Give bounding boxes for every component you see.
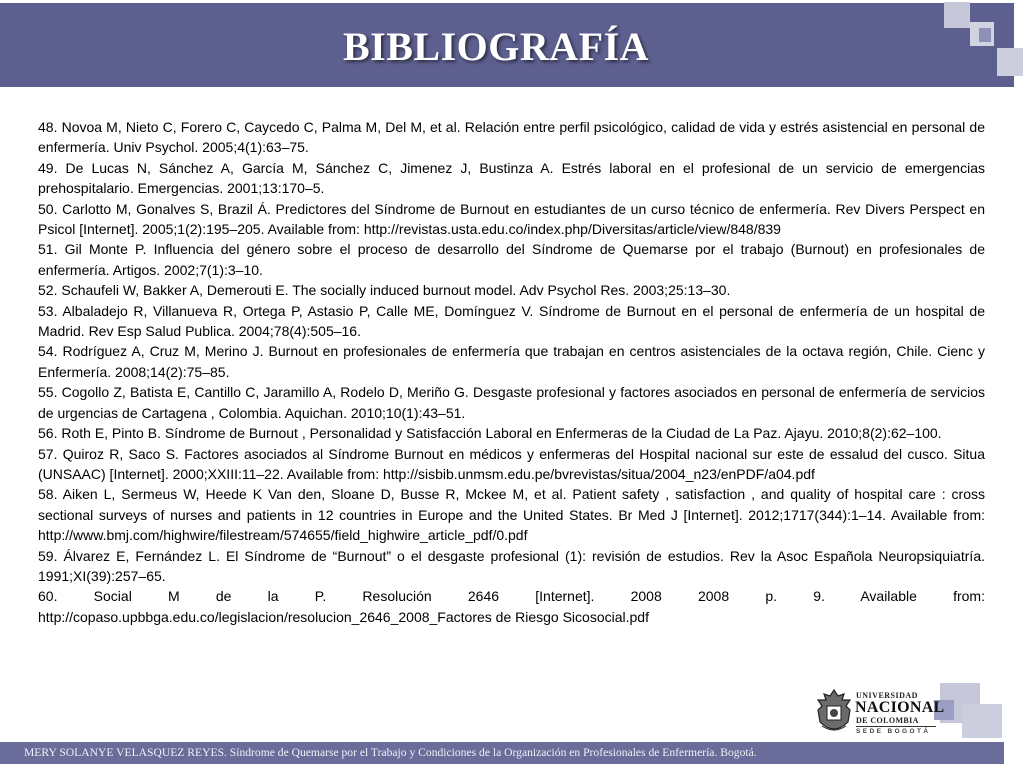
- reference-item: 50. Carlotto M, Gonalves S, Brazil Á. Predictores del Síndrome de Burnout en estudiantes de un curso técnico de enfermería. Rev Divers Perspect en Psicol [Internet]. 2005;1(2):195–205. Available from: http://revistas.usta.edu.co/index.php/Diversitas/article/view/848/839: [38, 200, 985, 238]
- reference-item: 59. Álvarez E, Fernández L. El Síndrome de “Burnout” o el desgaste profesional (1): revisión de estudios. Rev la Asoc Española Neuropsiquiatría. 1991;XI(39):257–65.: [38, 547, 985, 584]
- logo-nacional-text: NACIONAL: [855, 699, 945, 716]
- reference-item: 48. Novoa M, Nieto C, Forero C, Caycedo C, Palma M, Del M, et al. Relación entre perfil psicológico, calidad de vida y estrés asistencial en personal de enfermería. Univ Psychol. 2005;4(1):63–75.: [38, 119, 985, 156]
- reference-item: 49. De Lucas N, Sánchez A, García M, Sánchez C, Jimenez J, Bustinza A. Estrés laboral en el profesional de un servicio de emergencias prehospitalario. Emergencias. 2001;13:170–5.: [38, 159, 985, 197]
- decorative-square: [997, 48, 1023, 76]
- reference-item: 57. Quiroz R, Saco S. Factores asociados al Síndrome Burnout en médicos y enfermeras del Hospital nacional sur este de essalud del cusco. Situa (UNSAAC) [Internet]. 2000;XXIII:11–22. Available from: http://sisbib.unmsm.edu.pe/bvrevistas/situa/2004_n23/enPDF/a04.pdf: [38, 445, 985, 482]
- reference-item: 51. Gil Monte P. Influencia del género sobre el proceso de desarrollo del Síndrome de Quemarse por el trabajo (Burnout) en profesionales de enfermería. Artigos. 2002;7(1):3–10.: [38, 241, 985, 278]
- page-title: BIBLIOGRAFÍA: [342, 24, 650, 69]
- footer-bar: [0, 742, 1004, 764]
- reference-item: 58. Aiken L, Sermeus W, Heede K Van den, Sloane D, Busse R, Mckee M, et al. Patient safety , satisfaction , and quality of hospital care : cross sectional surveys of nurses and patients in 12 countries in Europe and the United States. Br Med J [Internet]. 2012;1717(344):1–14. Available from: http://www.bmj.com/highwire/filestream/574655/field_highwire_article_pdf/0.pdf: [38, 486, 985, 544]
- decorative-square: [979, 28, 991, 42]
- logo-university-text: UNIVERSIDAD: [856, 691, 918, 700]
- logo-colombia-text: DE COLOMBIA: [856, 716, 919, 725]
- reference-item: 52. Schaufeli W, Bakker A, Demerouti E. The socially induced burnout model. Adv Psychol Res. 2003;25:13–30.: [38, 282, 731, 299]
- decorative-square: [962, 704, 1002, 738]
- reference-item: 56. Roth E, Pinto B. Síndrome de Burnout , Personalidad y Satisfacción Laboral en Enfermeras de la Ciudad de La Paz. Ajayu. 2010;8(2):62–100.: [38, 425, 942, 442]
- coat-of-arms-icon: [814, 688, 854, 738]
- reference-item: 53. Albaladejo R, Villanueva R, Ortega P, Astasio P, Calle ME, Domínguez V. Síndrome de Burnout en el personal de enfermería de un hospital de Madrid. Rev Esp Salud Publica. 2004;78(4):505–16.: [38, 302, 985, 340]
- reference-item: 54. Rodríguez A, Cruz M, Merino J. Burnout en profesionales de enfermería que trabajan en centros asistenciales de la octava región, Chile. Cienc y Enfermería. 2008;14(2):75–85.: [38, 343, 985, 380]
- reference-item: 60. Social M de la P. Resolución 2646 [Internet]. 2008 2008 p. 9. Available from: http://copaso.upbbga.edu.co/legislacion/resolucion_2646_2008_Factores de Riesgo Sicosocial.pdf: [38, 588, 985, 625]
- decorative-square: [944, 2, 970, 28]
- footer-citation: MERY SOLANYE VELASQUEZ REYES. Síndrome de Quemarse por el Trabajo y Condiciones de la Organización en Profesionales de Enfermería. Bogotá.: [24, 746, 757, 759]
- title-bar: [0, 3, 1014, 87]
- logo-divider: [856, 726, 936, 727]
- university-logo: [814, 688, 945, 740]
- reference-item: 55. Cogollo Z, Batista E, Cantillo C, Jaramillo A, Rodelo D, Meriño G. Desgaste profesional y factores asociados en personal de enfermería de servicios de urgencias de Cartagena , Colombia. Aquichan. 2010;10(1):43–51.: [38, 384, 985, 421]
- bibliography-list: [38, 117, 985, 627]
- logo-sede-text: SEDE BOGOTÁ: [856, 728, 931, 735]
